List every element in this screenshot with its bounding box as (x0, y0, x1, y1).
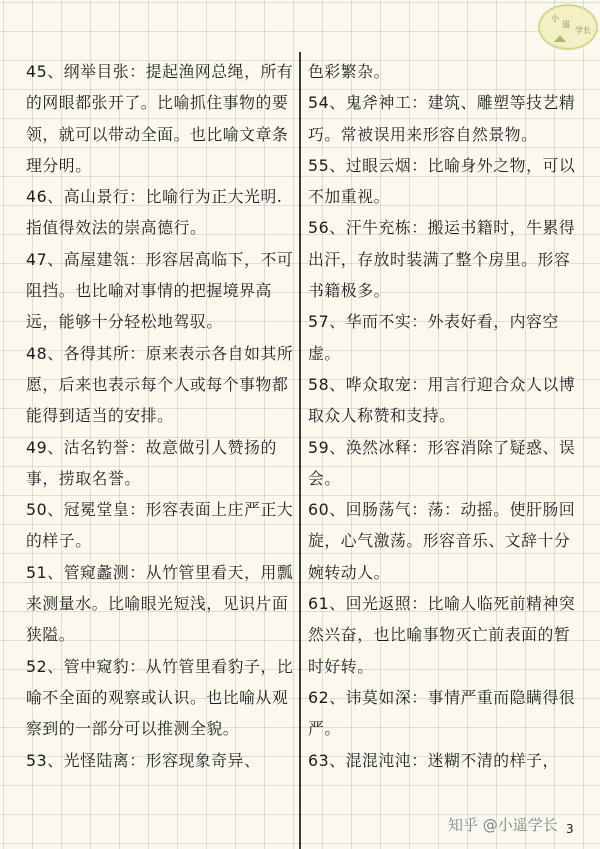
idiom-entry-48: 48、各得其所：原来表示各自如其所愿，后来也表示每个人或每个事物都能得到适当的安排。 (26, 343, 294, 426)
logo-char-3: 学长 (575, 26, 591, 35)
idiom-entry-53-continued: 色彩繁杂。 (308, 62, 390, 81)
column-divider (299, 52, 301, 849)
idiom-entry-55: 55、过眼云烟：比喻身外之物，可以不加重视。 (308, 155, 576, 207)
idiom-entry-56: 56、汗牛充栋：搬运书籍时，牛累得出汗，存放时装满了整个房里。形容书籍极多。 (308, 218, 576, 301)
idiom-entry-53: 53、光怪陆离：形容现象奇异、 (26, 750, 261, 770)
page-number: 3 (566, 822, 574, 836)
idiom-entry-59: 59、涣然冰释：形容消除了疑惑、误会。 (308, 437, 576, 488)
left-column (26, 56, 298, 776)
idiom-entry-52: 52、管中窥豹：从竹管里看豹子，比喻不全面的观察或认识。也比喻从观察到的一部分可以推测全貌。 (26, 656, 294, 739)
idiom-entry-47: 47、高屋建瓴：形容居高临下，不可阻挡。也比喻对事情的把握境界高远，能够十分轻松地驾驭。 (26, 249, 294, 332)
idiom-entry-46: 46、高山景行：比喻行为正大光明.指值得效法的崇高德行。 (26, 187, 283, 238)
idiom-entry-57: 57、华而不实：外表好看，内容空虚。 (308, 312, 559, 363)
idiom-entry-62: 62、讳莫如深：事情严重而隐瞒得很严。 (308, 687, 576, 739)
idiom-entry-63: 63、混混沌沌：迷糊不清的样子， (308, 750, 559, 770)
logo-char-2: 遥 (562, 20, 570, 29)
idiom-entry-50: 50、冠冕堂皇：形容表面上庄严正大的样子。 (26, 500, 294, 551)
watermark: 知乎 @小遥学长 (448, 816, 558, 834)
idiom-entry-61: 61、回光返照：比喻人临死前精神突然兴奋，也比喻事物灭亡前表面的暂时好转。 (308, 594, 576, 676)
logo-char-1: 小 (551, 14, 559, 23)
mountain-icon (554, 35, 566, 42)
idiom-entry-60: 60、回肠荡气：荡：动摇。使肝肠回旋，心气激荡。形容音乐、文辞十分婉转动人。 (308, 500, 576, 582)
right-column (308, 56, 580, 776)
idiom-entry-51: 51、管窥蠡测：从竹管里看天，用瓢来测量水。比喻眼光短浅，见识片面狭隘。 (26, 562, 294, 645)
idiom-entry-45: 45、纲举目张：提起渔网总绳，所有的网眼都张开了。比喻抓住事物的要领，就可以带动全面。也比喻文章条理分明。 (26, 62, 294, 175)
idiom-entry-58: 58、哗众取宠：用言行迎合众人以博取众人称赞和支持。 (308, 374, 576, 426)
idiom-entry-49: 49、沽名钓誉：故意做引人赞扬的事，捞取名誉。 (26, 437, 277, 488)
logo-badge (538, 4, 598, 50)
idiom-entry-54: 54、鬼斧神工：建筑、雕塑等技艺精巧。常被误用来形容自然景物。 (308, 93, 576, 144)
